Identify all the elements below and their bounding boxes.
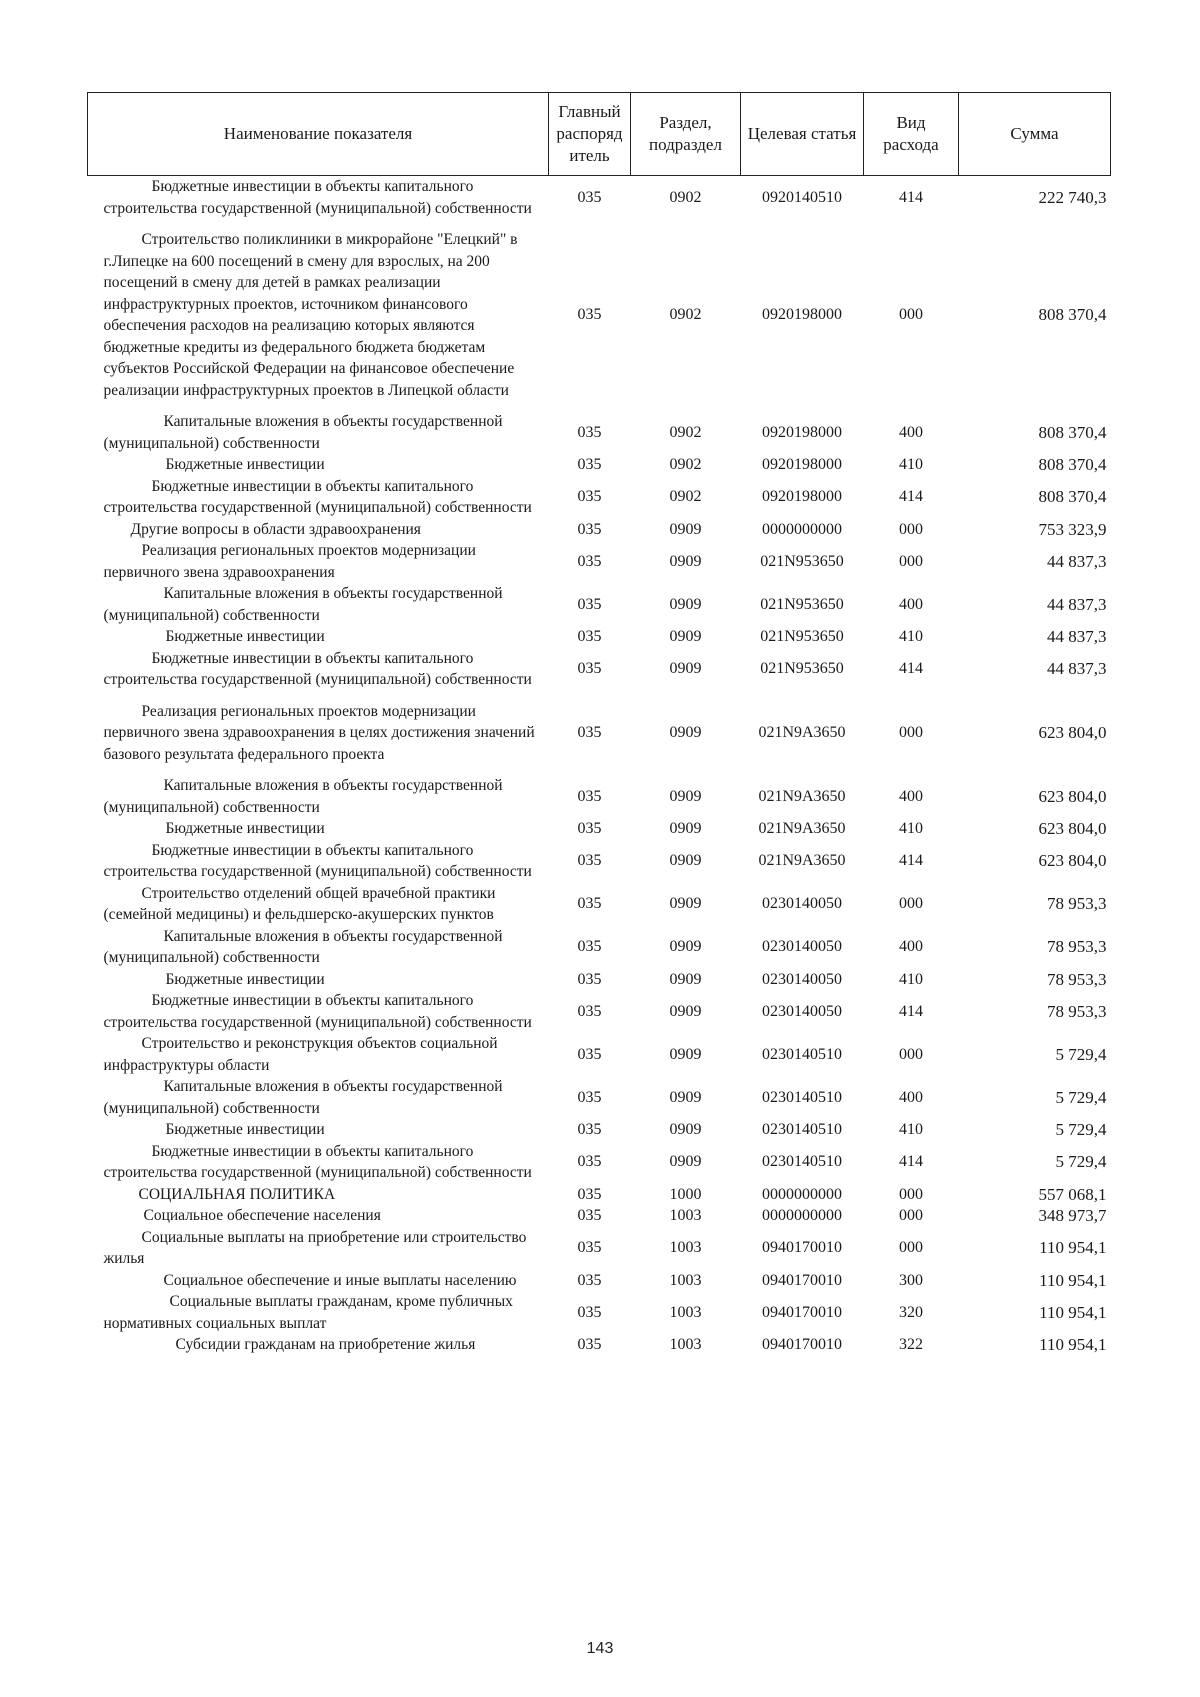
row-kind: 414 <box>899 488 923 506</box>
row-sum: 78 953,3 <box>1047 894 1107 914</box>
row-sum: 110 954,1 <box>1039 1335 1107 1354</box>
table-row <box>88 1184 1111 1206</box>
row-sum: 5 729,4 <box>1055 1152 1107 1172</box>
row-section: 0909 <box>669 1045 702 1063</box>
row-admin: 035 <box>577 520 602 538</box>
table-row <box>88 1334 1111 1356</box>
table-row <box>88 691 1111 776</box>
row-sum: 623 804,0 <box>1038 851 1107 871</box>
table-row <box>88 818 1111 840</box>
row-name: Капитальные вложения в объекты государственной (муниципальной) собственности <box>103 413 503 452</box>
row-section: 0909 <box>669 660 702 678</box>
row-admin: 035 <box>577 852 602 870</box>
row-target: 0940170010 <box>762 1239 842 1257</box>
row-target: 021N953650 <box>760 660 844 678</box>
row-section: 0902 <box>669 456 702 473</box>
row-kind: 000 <box>899 1207 923 1224</box>
table-row <box>88 990 1111 1033</box>
row-admin: 035 <box>577 1153 602 1171</box>
table-row <box>88 476 1111 519</box>
row-kind: 400 <box>899 1088 923 1106</box>
row-target: 021N953650 <box>760 628 844 645</box>
row-target: 0230140050 <box>762 1002 842 1020</box>
row-section: 0902 <box>669 423 702 441</box>
row-section: 0909 <box>669 552 702 570</box>
table-row <box>88 1205 1111 1227</box>
row-admin: 035 <box>577 423 602 441</box>
row-section: 0902 <box>669 306 702 324</box>
row-name: СОЦИАЛЬНАЯ ПОЛИТИКА <box>138 1185 336 1203</box>
row-name: Строительство отделений общей врачебной практики (семейной медицины) и фельдшерско-акушерских пунктов <box>103 884 496 923</box>
row-admin: 035 <box>577 660 602 678</box>
row-kind: 000 <box>899 895 923 913</box>
row-section: 1003 <box>669 1303 702 1321</box>
row-sum: 753 323,9 <box>1038 519 1107 539</box>
header-sum: Сумма <box>959 93 1111 176</box>
row-section: 0902 <box>669 188 702 206</box>
row-section: 0909 <box>669 852 702 870</box>
row-name: Другие вопросы в области здравоохранения <box>130 520 421 538</box>
table-row <box>88 1227 1111 1270</box>
budget-table <box>87 92 1111 1356</box>
row-admin: 035 <box>577 552 602 570</box>
row-admin: 035 <box>577 787 602 805</box>
row-kind: 410 <box>899 1121 923 1138</box>
table-row <box>88 454 1111 476</box>
row-target: 0920198000 <box>762 423 842 441</box>
page-number: 143 <box>586 1640 614 1657</box>
table-row <box>88 583 1111 626</box>
table-row <box>88 1291 1111 1334</box>
row-sum: 44 837,3 <box>1047 627 1107 646</box>
row-admin: 035 <box>577 1336 602 1353</box>
row-kind: 410 <box>899 970 923 988</box>
row-sum: 5 729,4 <box>1055 1120 1107 1139</box>
row-target: 021N9A3650 <box>758 820 846 837</box>
table-row <box>88 540 1111 583</box>
row-section: 0909 <box>669 628 702 645</box>
row-kind: 000 <box>899 520 923 538</box>
row-kind: 322 <box>899 1336 923 1353</box>
table-row <box>88 411 1111 454</box>
row-name: Бюджетные инвестиции в объекты капитального строительства государственной (муниципальной) собственности <box>103 992 532 1031</box>
row-kind: 000 <box>899 724 923 741</box>
row-sum: 808 370,4 <box>1038 455 1107 474</box>
row-section: 0909 <box>669 595 702 613</box>
row-name: Социальные выплаты гражданам, кроме публичных нормативных социальных выплат <box>103 1293 513 1332</box>
table-row <box>88 176 1111 220</box>
row-name: Капитальные вложения в объекты государственной (муниципальной) собственности <box>103 777 503 816</box>
row-admin: 035 <box>577 628 602 645</box>
row-kind: 400 <box>899 423 923 441</box>
table-body <box>88 176 1111 1356</box>
row-target: 0000000000 <box>762 1185 842 1203</box>
row-kind: 410 <box>899 820 923 837</box>
row-kind: 000 <box>899 1045 923 1063</box>
row-name: Реализация региональных проектов модернизации первичного звена здравоохранения в целях достижения значений базового результата федерального проекта <box>103 702 535 763</box>
header-target: Целевая статья <box>741 93 864 176</box>
row-admin: 035 <box>577 1239 602 1257</box>
row-name: Социальные выплаты на приобретение или строительство жилья <box>103 1228 527 1267</box>
row-admin: 035 <box>577 1185 602 1203</box>
row-name: Бюджетные инвестиции в объекты капитального строительства государственной (муниципальной) собственности <box>103 649 532 688</box>
row-name: Бюджетные инвестиции в объекты капитального строительства государственной (муниципальной) собственности <box>103 841 532 880</box>
row-target: 0230140510 <box>762 1088 842 1106</box>
row-admin: 035 <box>577 1271 602 1289</box>
row-section: 1003 <box>669 1336 702 1353</box>
row-sum: 623 804,0 <box>1038 723 1107 742</box>
row-name: Бюджетные инвестиции в объекты капитального строительства государственной (муниципальной) собственности <box>103 178 532 217</box>
row-admin: 035 <box>577 938 602 956</box>
row-kind: 000 <box>899 306 923 324</box>
row-section: 1003 <box>669 1207 702 1224</box>
row-name: Бюджетные инвестиции <box>165 1121 325 1138</box>
row-kind: 410 <box>899 456 923 473</box>
row-admin: 035 <box>577 188 602 206</box>
row-sum: 110 954,1 <box>1039 1270 1107 1290</box>
row-sum: 78 953,3 <box>1047 969 1107 989</box>
row-admin: 035 <box>577 724 602 741</box>
header-section: Раздел, подраздел <box>631 93 741 176</box>
row-sum: 808 370,4 <box>1038 422 1107 442</box>
table-row <box>88 926 1111 969</box>
table-row <box>88 1119 1111 1141</box>
row-target: 021N9A3650 <box>758 787 846 805</box>
row-name: Строительство и реконструкция объектов социальной инфраструктуры области <box>103 1035 498 1074</box>
row-target: 0230140510 <box>762 1121 842 1138</box>
row-name: Капитальные вложения в объекты государственной (муниципальной) собственности <box>103 585 503 624</box>
table-row <box>88 775 1111 818</box>
row-admin: 035 <box>577 306 602 324</box>
row-section: 0902 <box>669 488 702 506</box>
row-name: Субсидии гражданам на приобретение жилья <box>175 1336 476 1353</box>
row-section: 1003 <box>669 1271 702 1289</box>
row-section: 1003 <box>669 1239 702 1257</box>
row-kind: 000 <box>899 1185 923 1203</box>
row-kind: 000 <box>899 1239 923 1257</box>
row-section: 0909 <box>669 520 702 538</box>
row-target: 021N953650 <box>760 595 844 613</box>
table-row <box>88 840 1111 883</box>
row-name: Бюджетные инвестиции <box>165 820 325 837</box>
row-name: Бюджетные инвестиции <box>165 970 325 988</box>
header-admin: Главный распоряд итель <box>549 93 631 176</box>
row-sum: 110 954,1 <box>1039 1238 1107 1258</box>
row-kind: 414 <box>899 188 923 206</box>
row-kind: 000 <box>899 552 923 570</box>
row-target: 0230140050 <box>762 938 842 956</box>
row-admin: 035 <box>577 820 602 837</box>
row-sum: 110 954,1 <box>1039 1302 1107 1322</box>
row-sum: 808 370,4 <box>1038 305 1107 325</box>
row-target: 0920198000 <box>762 488 842 506</box>
row-sum: 222 740,3 <box>1038 187 1107 207</box>
row-admin: 035 <box>577 1088 602 1106</box>
row-section: 0909 <box>669 1153 702 1171</box>
row-sum: 44 837,3 <box>1047 594 1107 614</box>
row-name: Строительство поликлиники в микрорайоне "Елецкий" в г.Липецке на 600 посещений в смену для взрослых, на 200 посещений в смену для детей в рамках реализации инфраструктурных проектов, источником финансового обеспечения расходов на реализацию которых являются бюджетные кредиты из федерального бюджета бюджетам субъектов Российской Федерации на финансовое обеспечение реализации инфраструктурных проектов в Липецкой области <box>103 231 518 399</box>
row-kind: 414 <box>899 1153 923 1171</box>
table-row <box>88 1270 1111 1292</box>
row-admin: 035 <box>577 1303 602 1321</box>
row-admin: 035 <box>577 1121 602 1138</box>
row-target: 021N9A3650 <box>758 724 846 741</box>
row-section: 0909 <box>669 787 702 805</box>
table-row <box>88 626 1111 648</box>
row-target: 021N9A3650 <box>758 852 846 870</box>
table-row <box>88 219 1111 411</box>
row-section: 0909 <box>669 820 702 837</box>
row-sum: 78 953,3 <box>1047 937 1107 957</box>
row-section: 0909 <box>669 1088 702 1106</box>
row-target: 0920198000 <box>762 456 842 473</box>
row-target: 0000000000 <box>762 520 842 538</box>
row-name: Бюджетные инвестиции <box>165 456 325 473</box>
row-kind: 400 <box>899 938 923 956</box>
row-target: 0230140510 <box>762 1153 842 1171</box>
row-sum: 557 068,1 <box>1038 1184 1107 1204</box>
row-kind: 320 <box>899 1303 923 1321</box>
table-row <box>88 648 1111 691</box>
row-target: 021N953650 <box>760 552 844 570</box>
row-sum: 5 729,4 <box>1055 1087 1107 1107</box>
row-admin: 035 <box>577 895 602 913</box>
row-target: 0940170010 <box>762 1303 842 1321</box>
header-kind: Вид расхода <box>864 93 959 176</box>
row-name: Бюджетные инвестиции в объекты капитального строительства государственной (муниципальной) собственности <box>103 477 532 516</box>
row-admin: 035 <box>577 1207 602 1224</box>
table-row <box>88 1076 1111 1119</box>
row-name: Социальное обеспечение и иные выплаты населению <box>163 1271 517 1289</box>
row-section: 0909 <box>669 724 702 741</box>
row-admin: 035 <box>577 456 602 473</box>
row-sum: 78 953,3 <box>1047 1001 1107 1021</box>
row-section: 0909 <box>669 1002 702 1020</box>
row-sum: 808 370,4 <box>1038 487 1107 507</box>
row-target: 0940170010 <box>762 1336 842 1353</box>
row-name: Бюджетные инвестиции в объекты капитального строительства государственной (муниципальной) собственности <box>103 1142 532 1181</box>
row-target: 0230140050 <box>762 895 842 913</box>
row-target: 0230140050 <box>762 970 842 988</box>
row-target: 0920198000 <box>762 306 842 324</box>
row-section: 0909 <box>669 895 702 913</box>
row-admin: 035 <box>577 970 602 988</box>
row-target: 0920140510 <box>762 188 842 206</box>
row-kind: 414 <box>899 1002 923 1020</box>
row-target: 0230140510 <box>762 1045 842 1063</box>
row-admin: 035 <box>577 595 602 613</box>
row-name: Социальное обеспечение населения <box>143 1207 381 1224</box>
row-target: 0940170010 <box>762 1271 842 1289</box>
row-sum: 623 804,0 <box>1038 786 1107 806</box>
row-section: 0909 <box>669 1121 702 1138</box>
row-kind: 414 <box>899 852 923 870</box>
row-section: 0909 <box>669 970 702 988</box>
row-admin: 035 <box>577 488 602 506</box>
table-row <box>88 1141 1111 1184</box>
row-sum: 348 973,7 <box>1038 1206 1107 1225</box>
row-sum: 44 837,3 <box>1047 659 1107 679</box>
row-kind: 400 <box>899 595 923 613</box>
row-kind: 410 <box>899 628 923 645</box>
row-sum: 44 837,3 <box>1047 551 1107 571</box>
table-row <box>88 519 1111 541</box>
row-section: 1000 <box>669 1185 702 1203</box>
row-name: Капитальные вложения в объекты государственной (муниципальной) собственности <box>103 927 503 966</box>
header-name: Наименование показателя <box>88 93 549 176</box>
table-header <box>88 93 1111 176</box>
row-admin: 035 <box>577 1045 602 1063</box>
row-admin: 035 <box>577 1002 602 1020</box>
table-row <box>88 969 1111 991</box>
table-row <box>88 1033 1111 1076</box>
row-section: 0909 <box>669 938 702 956</box>
row-kind: 414 <box>899 660 923 678</box>
table-row <box>88 883 1111 926</box>
row-target: 0000000000 <box>762 1207 842 1224</box>
row-name: Капитальные вложения в объекты государственной (муниципальной) собственности <box>103 1078 503 1117</box>
row-kind: 400 <box>899 787 923 805</box>
row-sum: 5 729,4 <box>1055 1044 1107 1064</box>
row-kind: 300 <box>899 1271 923 1289</box>
row-name: Реализация региональных проектов модернизации первичного звена здравоохранения <box>103 542 476 581</box>
row-name: Бюджетные инвестиции <box>165 628 325 645</box>
row-sum: 623 804,0 <box>1038 819 1107 838</box>
